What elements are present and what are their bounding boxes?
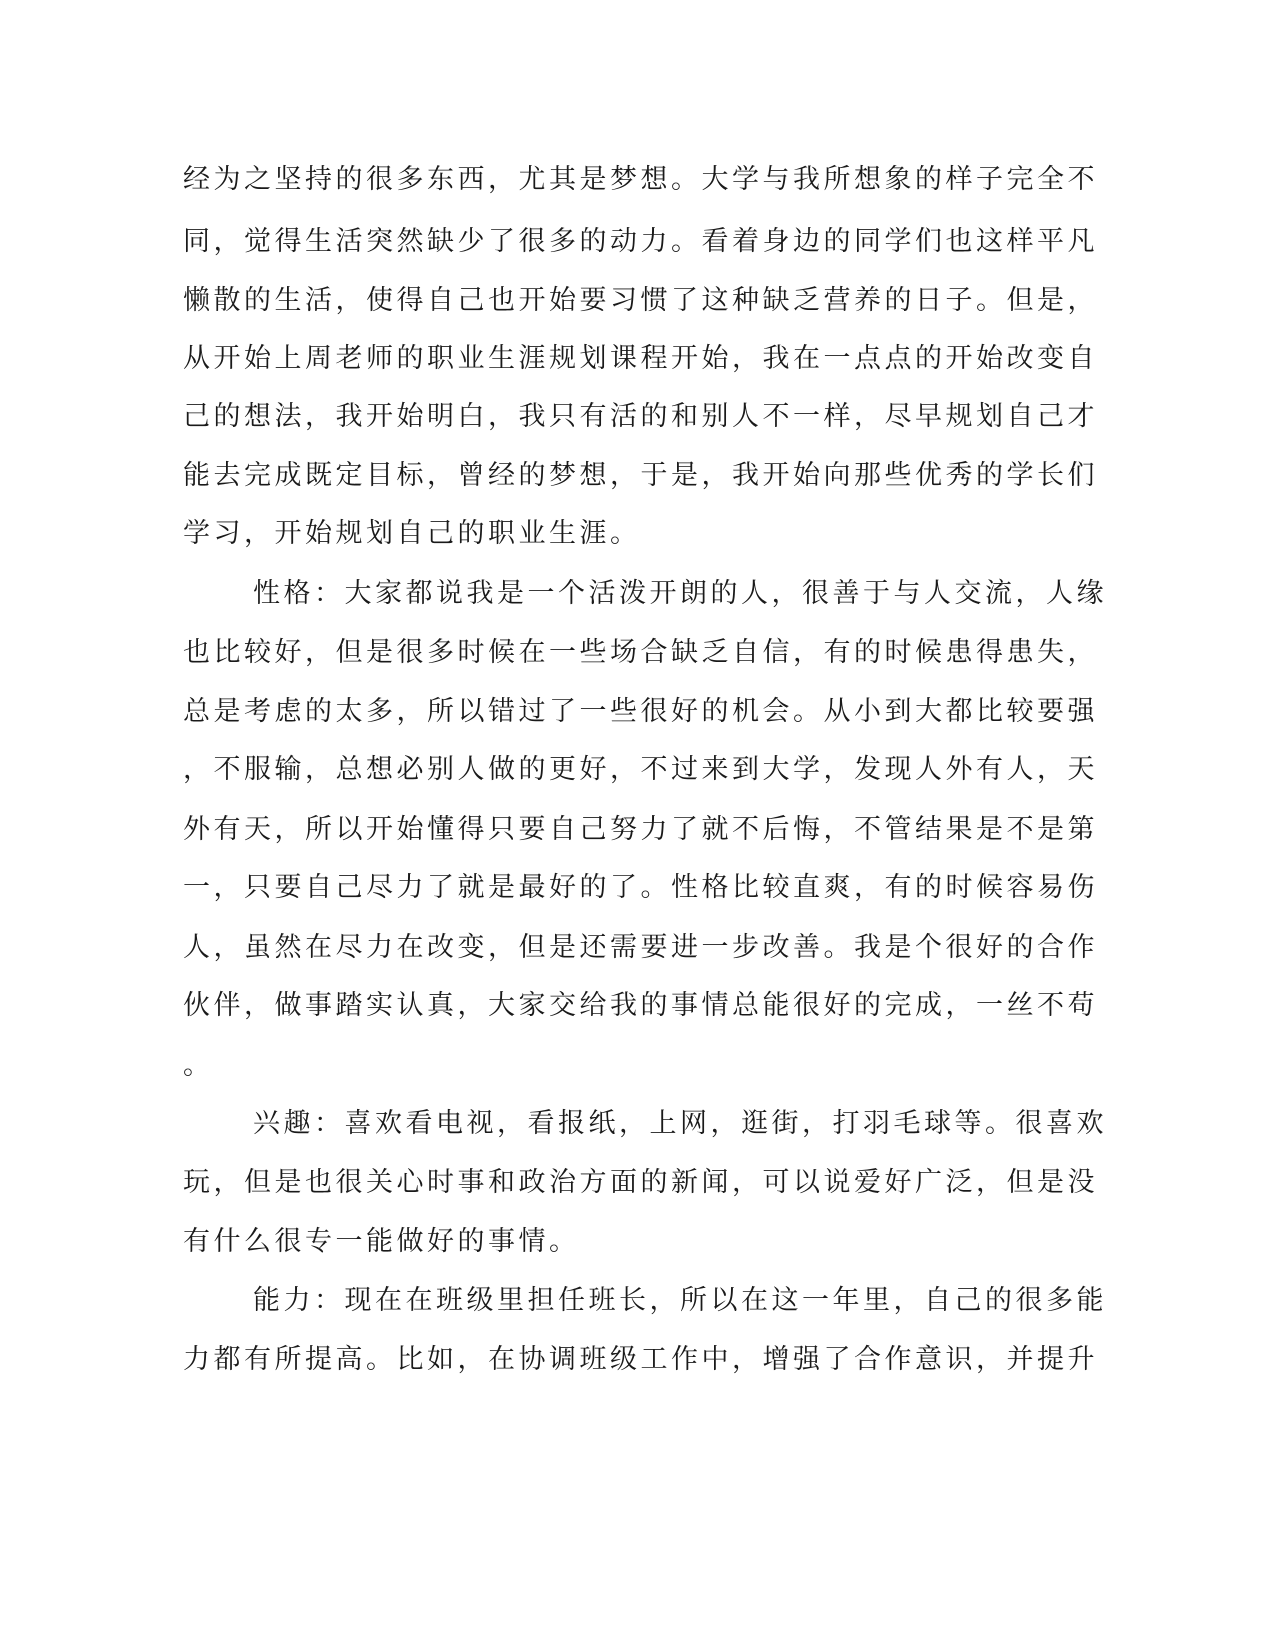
text-line: 同，觉得生活突然缺少了很多的动力。看着身边的同学们也这样平凡 — [183, 226, 1098, 257]
text-line: 人，虽然在尽力在改变，但是还需要进一步改善。我是个很好的合作 — [183, 932, 1098, 963]
text-line: 一，只要自己尽力了就是最好的了。性格比较直爽，有的时候容易伤 — [183, 872, 1098, 903]
text-line: 力都有所提高。比如，在协调班级工作中，增强了合作意识，并提升 — [183, 1344, 1098, 1375]
text-line: 能去完成既定目标，曾经的梦想，于是，我开始向那些优秀的学长们 — [183, 460, 1098, 491]
text-line: ，不服输，总想必别人做的更好，不过来到大学，发现人外有人，天 — [183, 754, 1098, 785]
paragraph-interests-start: 兴趣：喜欢看电视，看报纸，上网，逛街，打羽毛球等。很喜欢 — [253, 1108, 1107, 1139]
text-line: 外有天，所以开始懂得只要自己努力了就不后悔，不管结果是不是第 — [183, 814, 1098, 845]
text-line: 。 — [183, 1050, 214, 1081]
text-line: 玩，但是也很关心时事和政治方面的新闻，可以说爱好广泛，但是没 — [183, 1167, 1098, 1198]
text-line: 有什么很专一能做好的事情。 — [183, 1226, 580, 1257]
text-line: 经为之坚持的很多东西，尤其是梦想。大学与我所想象的样子完全不 — [183, 164, 1098, 195]
text-line: 也比较好，但是很多时候在一些场合缺乏自信，有的时候患得患失， — [183, 637, 1098, 668]
text-line: 伙伴，做事踏实认真，大家交给我的事情总能很好的完成，一丝不苟 — [183, 990, 1098, 1021]
paragraph-personality-start: 性格：大家都说我是一个活泼开朗的人，很善于与人交流，人缘 — [253, 578, 1107, 609]
text-line: 学习，开始规划自己的职业生涯。 — [183, 518, 641, 549]
text-line: 己的想法，我开始明白，我只有活的和别人不一样，尽早规划自己才 — [183, 401, 1098, 432]
text-line: 懒散的生活，使得自己也开始要习惯了这种缺乏营养的日子。但是， — [183, 285, 1098, 316]
text-line: 总是考虑的太多，所以错过了一些很好的机会。从小到大都比较要强 — [183, 696, 1098, 727]
text-line: 从开始上周老师的职业生涯规划课程开始，我在一点点的开始改变自 — [183, 343, 1098, 374]
paragraph-ability-start: 能力：现在在班级里担任班长，所以在这一年里，自己的很多能 — [253, 1285, 1107, 1316]
